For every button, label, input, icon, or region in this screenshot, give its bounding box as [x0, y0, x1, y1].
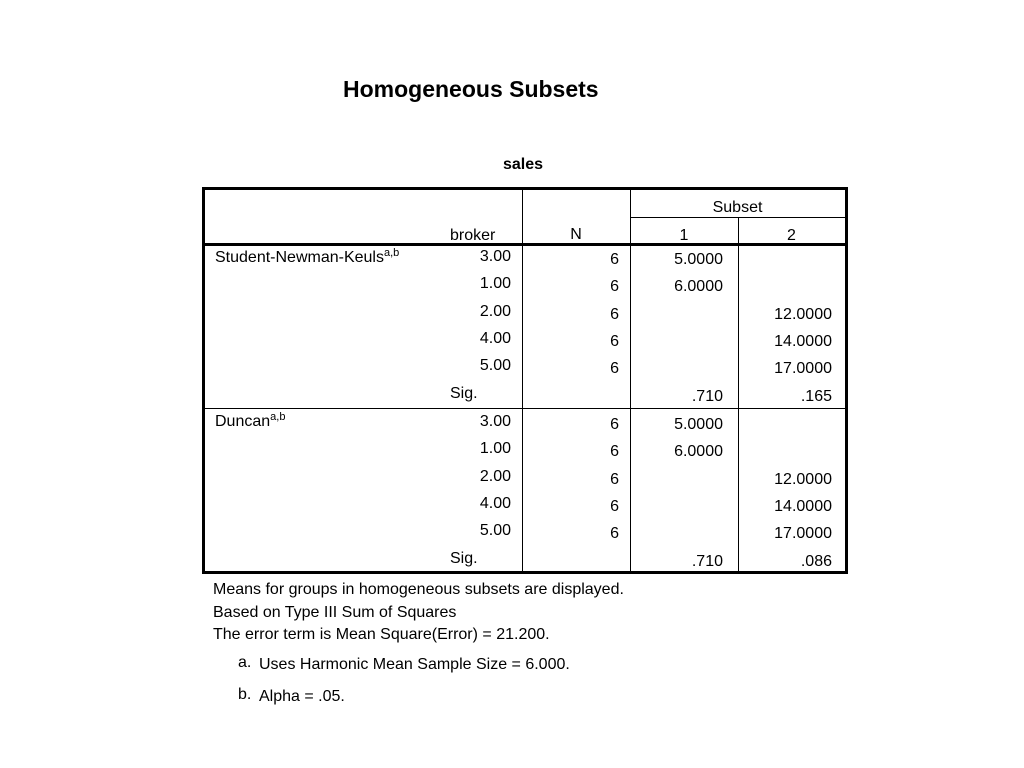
footnote-a-text: Uses Harmonic Mean Sample Size = 6.000. [259, 656, 570, 673]
table-notes [213, 579, 624, 647]
broker-value: 3.00 [479, 248, 511, 265]
subset2-value: 14.0000 [774, 498, 832, 515]
broker-header: broker [450, 227, 496, 244]
subset2-value: 14.0000 [774, 333, 832, 350]
footnote-b-mark: b. [238, 686, 252, 703]
note-line: Means for groups in homogeneous subsets are displayed. [213, 581, 624, 598]
subset1-value: 5.0000 [674, 251, 723, 268]
n-value: 6 [610, 360, 619, 377]
col-divider-subset1 [630, 190, 631, 571]
subset-col-2-header: 2 [787, 227, 796, 244]
broker-value: 3.00 [479, 413, 511, 430]
broker-value: 1.00 [479, 275, 511, 292]
subset1-value: 6.0000 [674, 278, 723, 295]
n-header: N [570, 226, 582, 243]
subset2-value: 17.0000 [774, 525, 832, 542]
page-title: Homogeneous Subsets [343, 76, 599, 102]
n-value: 6 [610, 416, 619, 433]
n-value: 6 [610, 443, 619, 460]
subset-header: Subset [712, 199, 763, 216]
sig-label: Sig. [450, 550, 478, 567]
subset1-value: 5.0000 [674, 416, 723, 433]
subset2-value: 17.0000 [774, 360, 832, 377]
note-line: Based on Type III Sum of Squares [213, 603, 457, 621]
footnote-ref: a,b [270, 411, 286, 423]
n-value: 6 [610, 278, 619, 295]
sig-subset1: .710 [691, 553, 723, 570]
method-name: Duncan [215, 413, 271, 430]
n-value: 6 [610, 471, 619, 488]
sig-subset2: .165 [800, 388, 832, 405]
results-table [202, 187, 848, 574]
subset1-value: 6.0000 [674, 443, 723, 460]
broker-value: 1.00 [479, 440, 511, 457]
sig-subset1: .710 [691, 388, 723, 405]
method-label-duncan [215, 412, 285, 432]
subset2-value: 12.0000 [774, 471, 832, 488]
n-value: 6 [610, 525, 619, 542]
footnote-a-mark: a. [238, 654, 252, 671]
table-title: sales [502, 156, 544, 173]
footnote-b-text: Alpha = .05. [259, 688, 345, 705]
n-value: 6 [610, 333, 619, 350]
note-line: The error term is Mean Square(Error) = 21.200. [213, 626, 550, 643]
sig-label: Sig. [450, 385, 478, 402]
broker-value: 5.00 [479, 357, 511, 374]
n-value: 6 [610, 251, 619, 268]
subset-col-1-header: 1 [679, 227, 689, 244]
n-value: 6 [610, 306, 619, 323]
n-value: 6 [610, 498, 619, 515]
subset2-value: 12.0000 [774, 306, 832, 323]
broker-value: 4.00 [479, 495, 511, 512]
method-name: Student-Newman-Keuls [215, 249, 384, 266]
sig-subset2: .086 [800, 553, 832, 570]
broker-value: 2.00 [479, 468, 511, 485]
group-divider [205, 408, 845, 409]
footnote-ref: a,b [383, 247, 400, 259]
broker-value: 4.00 [479, 330, 511, 347]
broker-value: 5.00 [479, 522, 511, 539]
method-label-snk [215, 248, 399, 268]
broker-value: 2.00 [479, 303, 511, 320]
